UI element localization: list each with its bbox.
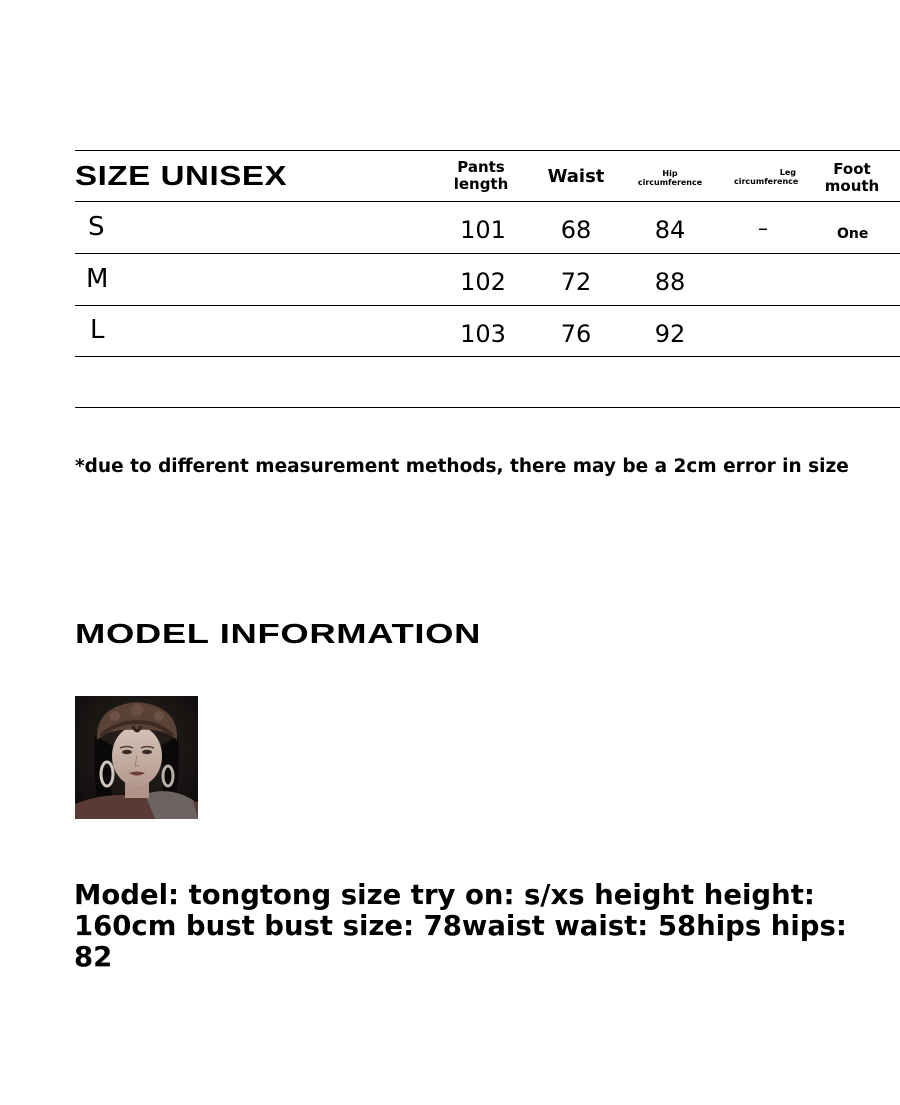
header-pants-length-label: Pants length [453,158,509,193]
row-s-pants-length: 101 [460,216,506,244]
row-m-waist: 72 [560,268,592,296]
model-details: Model: tongtong size try on: s/xs height height: 160cm bust bust size: 78waist waist: 58hips hips: 82 [74,879,847,973]
model-portrait-icon [75,696,198,819]
header-rule [75,201,900,202]
row-l-size: L [90,315,105,345]
row-l-waist: 76 [560,320,592,348]
header-leg-label: Leg circumference [734,168,799,186]
row-m-hip: 88 [654,268,686,296]
header-hip-label: Hip circumference [637,169,703,187]
row-s-size: S [88,212,105,242]
size-table-title: SIZE UNISEX [75,160,288,191]
row-m-size: M [86,264,109,294]
row-l-hip: 92 [654,320,686,348]
header-foot-mouth [820,161,884,195]
model-portrait [75,696,198,819]
row-s-hip: 84 [654,216,686,244]
model-info-title: MODEL INFORMATION [75,618,482,649]
header-waist: Waist [547,166,605,187]
row-l-pants-length: 103 [460,320,506,348]
row-rule-2 [75,305,900,306]
leg-value: – [758,216,768,240]
row-s-waist: 68 [560,216,592,244]
header-pants-length [445,159,517,193]
table-top-rule [75,150,900,151]
measurement-note: *due to different measurement methods, there may be a 2cm error in size [75,456,849,477]
row-rule-3 [75,356,900,357]
header-foot-mouth-label: Foot mouth [824,160,880,195]
row-rule-1 [75,253,900,254]
header-leg-circumference [734,168,799,186]
row-m-pants-length: 102 [460,268,506,296]
header-hip-circumference [636,169,704,187]
table-bottom-rule [75,407,900,408]
foot-mouth-value: One [837,226,869,242]
